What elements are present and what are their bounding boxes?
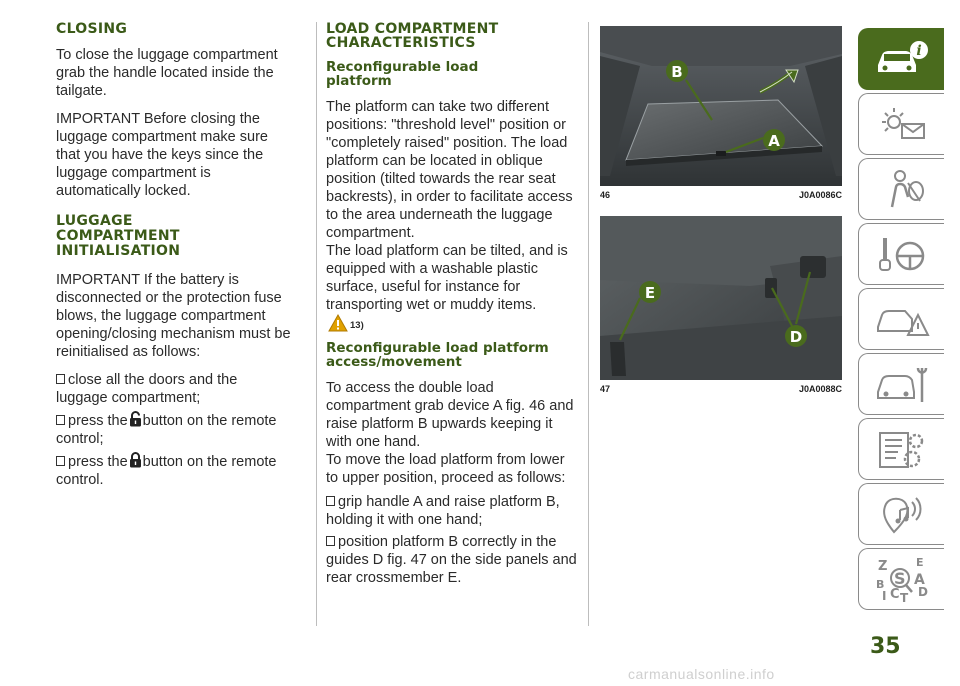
- list-item: position platform B correctly in the guides D fig. 47 on the side panels and rear crossmember E.: [326, 534, 577, 586]
- emergency-icon: [872, 297, 932, 341]
- figure-code: J0A0086C: [798, 190, 842, 200]
- list-item: close all the doors and the luggage compartment;: [56, 372, 238, 406]
- warning-triangle-icon: [328, 314, 348, 332]
- figure-code: J0A0088C: [798, 384, 842, 394]
- subheading-reconfigurable-platform: Reconfigurable load platform: [326, 59, 479, 89]
- tab-warning-lights[interactable]: [858, 93, 944, 155]
- subheading-platform-access: Reconfigurable load platform access/movement: [326, 340, 549, 370]
- figure-47: [600, 216, 842, 394]
- checkbox-bullet-icon: [56, 374, 65, 384]
- tab-multimedia[interactable]: [858, 483, 944, 545]
- callout-label-e: E: [644, 284, 656, 302]
- figure-number: 47: [600, 384, 611, 394]
- svg-text:B: B: [875, 578, 884, 591]
- svg-text:S: S: [893, 569, 906, 588]
- lock-icon: [129, 452, 142, 468]
- warning-lights-icon: [872, 102, 932, 146]
- start-driving-icon: [872, 232, 932, 276]
- tab-index[interactable]: [858, 548, 944, 610]
- car-info-icon: [872, 39, 932, 79]
- tab-emergency[interactable]: [858, 288, 944, 350]
- svg-text:T: T: [899, 591, 908, 604]
- platform-tilt-paragraph: The load platform can be tilted, and is equipped with a washable plastic surface, useful for instance for transporting wet or muddy items. 13): [326, 243, 568, 331]
- tab-car-info[interactable]: [858, 28, 944, 90]
- heading-closing: CLOSING: [56, 21, 128, 37]
- init-important: IMPORTANT If the battery is disconnected or the protection fuse blows, the luggage compartment opening/closing mechanism must be reinitialised as follows:: [56, 272, 291, 360]
- unlock-icon: [129, 411, 142, 427]
- column-load-compartment: [326, 22, 578, 591]
- callout-label-d: D: [789, 328, 803, 346]
- airbag-safety-icon: [872, 167, 932, 211]
- closing-important: IMPORTANT Before closing the luggage compartment make sure that you have the keys since the luggage compartment is automatically locked.: [56, 111, 268, 199]
- column-divider: [588, 22, 589, 626]
- figure-number: 46: [600, 190, 611, 200]
- access-paragraph: To access the double load compartment grab device A fig. 46 and raise platform B upwards keeping it with one hand.: [326, 380, 574, 450]
- list-item: press the button on the remote control.: [56, 454, 277, 488]
- platform-guides-photo: [600, 216, 842, 380]
- figure-caption: [600, 190, 842, 200]
- heading-load-compartment: LOAD COMPARTMENT CHARACTERISTICS: [326, 21, 499, 51]
- maintenance-icon: [872, 362, 932, 406]
- svg-text:i: i: [915, 43, 922, 59]
- platform-paragraph: The platform can take two different positions: "threshold level" position or "completely raised" position. The load platform can be located in oblique position (tilted towards the rear seat backrests), in order to facilitate access to the area underneath the luggage compartment.: [326, 99, 573, 241]
- column-closing: [56, 22, 292, 493]
- figure-46: [600, 26, 842, 200]
- tab-technical-data[interactable]: [858, 418, 944, 480]
- figure-caption: [600, 384, 842, 394]
- index-icon: [872, 554, 932, 604]
- checkbox-bullet-icon: [326, 536, 335, 546]
- column-divider: [316, 22, 317, 626]
- svg-text:D: D: [917, 585, 928, 599]
- callout-label-a: A: [768, 132, 780, 150]
- checkbox-bullet-icon: [56, 415, 65, 425]
- page-number: 35: [870, 634, 901, 659]
- svg-text:A: A: [913, 572, 925, 588]
- svg-text:E: E: [915, 556, 924, 569]
- chapter-sidebar: [858, 28, 944, 613]
- svg-text:C: C: [889, 587, 900, 602]
- callout-label-b: B: [671, 63, 683, 81]
- checkbox-bullet-icon: [56, 456, 65, 466]
- tab-safety[interactable]: [858, 158, 944, 220]
- checkbox-bullet-icon: [326, 496, 335, 506]
- multimedia-icon: [872, 492, 932, 536]
- technical-data-icon: [872, 427, 932, 471]
- move-paragraph: To move the load platform from lower to upper position, proceed as follows:: [326, 452, 566, 486]
- tab-starting-driving[interactable]: [858, 223, 944, 285]
- list-item: grip handle A and raise platform B, holding it with one hand;: [326, 494, 560, 528]
- svg-text:I: I: [881, 589, 886, 603]
- list-item: press the button on the remote control;: [56, 413, 277, 447]
- warning-reference: 13): [350, 320, 364, 331]
- luggage-platform-photo: [600, 26, 842, 186]
- tab-maintenance[interactable]: [858, 353, 944, 415]
- closing-paragraph: To close the luggage compartment grab the handle located inside the tailgate.: [56, 47, 278, 99]
- svg-text:Z: Z: [877, 559, 887, 574]
- watermark: carmanualsonline.info: [628, 666, 775, 682]
- heading-initialisation: LUGGAGE COMPARTMENT INITIALISATION: [56, 213, 181, 259]
